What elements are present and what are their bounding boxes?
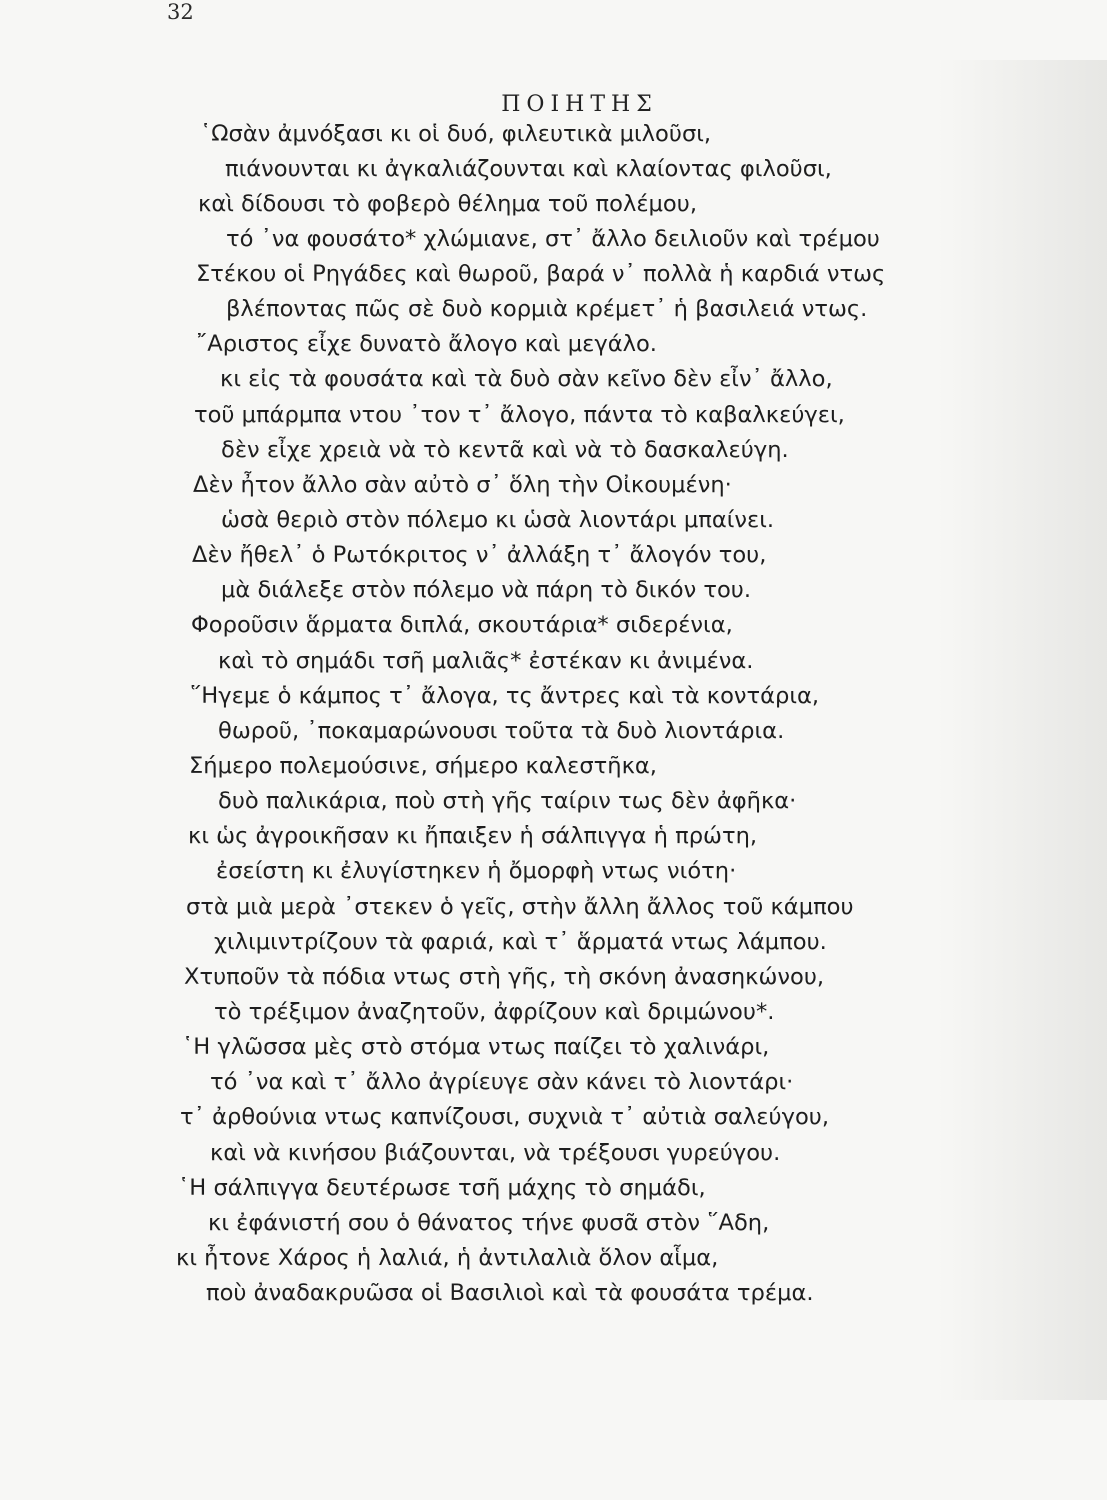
poem-line: ὡσὰ θεριὸ στὸν πόλεμο κι ὡσὰ λιοντάρι μπαίνει. (221, 507, 775, 533)
poem-line: τὸ τρέξιμον ἀναζητοῦν, ἀφρίζουν καὶ δριμώνου*. (214, 999, 775, 1025)
poem-line: ῎Αριστος εἶχε δυνατὸ ἄλογο καὶ μεγάλο. (196, 331, 657, 357)
poem-line: δὲν εἶχε χρειὰ νὰ τὸ κεντᾶ καὶ νὰ τὸ δασκαλεύγη. (221, 437, 789, 463)
poem-line: κι ἐφάνιστή σου ὁ θάνατος τήνε φυσᾶ στὸν ῞Αδη, (208, 1210, 770, 1236)
poem-line: ποὺ ἀναδακρυῶσα οἱ Βασιλιοὶ καὶ τὰ φουσάτα τρέμα. (206, 1280, 814, 1306)
poem-line: βλέποντας πῶς σὲ δυὸ κορμιὰ κρέμετ᾿ ἡ βασιλειά ντως. (226, 296, 868, 322)
poem-line: κι ὡς ἀγροικῆσαν κι ἤπαιξεν ἡ σάλπιγγα ἡ πρώτη, (188, 823, 758, 849)
poem-line: κι εἰς τὰ φουσάτα καὶ τὰ δυὸ σὰν κεῖνο δὲν εἶν᾿ ἄλλο, (220, 366, 833, 392)
poem-line: ῾Η σάλπιγγα δευτέρωσε τσῆ μάχης τὸ σημάδι, (178, 1175, 706, 1201)
poem-line: τό ᾿να καὶ τ᾿ ἄλλο ἀγρίευγε σὰν κάνει τὸ λιοντάρι· (210, 1069, 794, 1095)
poem-line: Σήμερο πολεμούσινε, σήμερο καλεστῆκα, (189, 753, 657, 779)
poem-line: κι ἦτονε Χάρος ἡ λαλιά, ἡ ἀντιλαλιὰ ὅλον αἷμα, (176, 1245, 719, 1271)
page-number: 32 (167, 0, 194, 24)
poem-line: ῞Ηγεμε ὁ κάμπος τ᾿ ἄλογα, τς ἄντρες καὶ τὰ κοντάρια, (190, 683, 820, 709)
poem-line: ῾Η γλῶσσα μὲς στὸ στόμα ντως παίζει τὸ χαλινάρι, (182, 1034, 770, 1060)
poem-line: καὶ νὰ κινήσου βιάζουνται, νὰ τρέξουσι γυρεύγου. (210, 1140, 781, 1166)
poem-line: καὶ δίδουσι τὸ φοβερὸ θέλημα τοῦ πολέμου, (198, 191, 698, 217)
poem-line: Δὲν ἦτον ἄλλο σὰν αὐτὸ σ᾿ ὅλη τὴν Οἰκουμένη· (193, 472, 732, 498)
poem-line: χιλιμιντρίζουν τὰ φαριά, καὶ τ᾿ ἅρματά ντως λάμπου. (214, 929, 827, 955)
poem-line: ῾Ωσὰν ἀμνόξασι κι οἱ δυό, φιλευτικὰ μιλοῦσι, (200, 121, 712, 147)
poem-line: δυὸ παλικάρια, ποὺ στὴ γῆς ταίριν τως δὲν ἀφῆκα· (218, 788, 797, 814)
poem-line: θωροῦ, ᾿ποκαμαρώνουσι τοῦτα τὰ δυὸ λιοντάρια. (218, 718, 785, 744)
poem-line: ἐσείστη κι ἐλυγίστηκεν ἡ ὄμορφὴ ντως νιότη· (216, 858, 737, 884)
poem-line: Χτυποῦν τὰ πόδια ντως στὴ γῆς, τὴ σκόνη ἀνασηκώνου, (184, 964, 825, 990)
poem-line: καὶ τὸ σημάδι τσῆ μαλιᾶς* ἐστέκαν κι ἀνιμένα. (218, 648, 754, 674)
poem-line: τό ᾿να φουσάτο* χλώμιανε, στ᾿ ἄλλο δειλιοῦν καὶ τρέμου (226, 226, 880, 252)
poem-line: Φοροῦσιν ἅρματα διπλά, σκουτάρια* σιδερένια, (191, 612, 733, 638)
poem-line: πιάνουνται κι ἀγκαλιάζουνται καὶ κλαίοντας φιλοῦσι, (225, 156, 832, 182)
poem-line: μὰ διάλεξε στὸν πόλεμο νὰ πάρη τὸ δικόν του. (221, 577, 752, 603)
chapter-title: ΠΟΙΗΤΗΣ (501, 92, 658, 117)
poem-line: τοῦ μπάρμπα ντου ᾿τον τ᾿ ἄλογο, πάντα τὸ καβαλκεύγει, (194, 402, 845, 428)
poem-line: Στέκου οἱ Ρηγάδες καὶ θωροῦ, βαρά ν᾿ πολλὰ ἡ καρδιά ντως (196, 261, 886, 287)
poem-line: Δὲν ἤθελ᾿ ὁ Ρωτόκριτος ν᾿ ἀλλάξη τ᾿ ἄλογόν του, (192, 542, 767, 568)
poem-line: τ᾿ ἀρθούνια ντως καπνίζουσι, συχνιὰ τ᾿ αὐτιὰ σαλεύγου, (180, 1104, 830, 1130)
poem-line: στὰ μιὰ μερὰ ᾿στεκεν ὁ γεῖς, στὴν ἄλλη ἄλλος τοῦ κάμπου (186, 894, 854, 920)
